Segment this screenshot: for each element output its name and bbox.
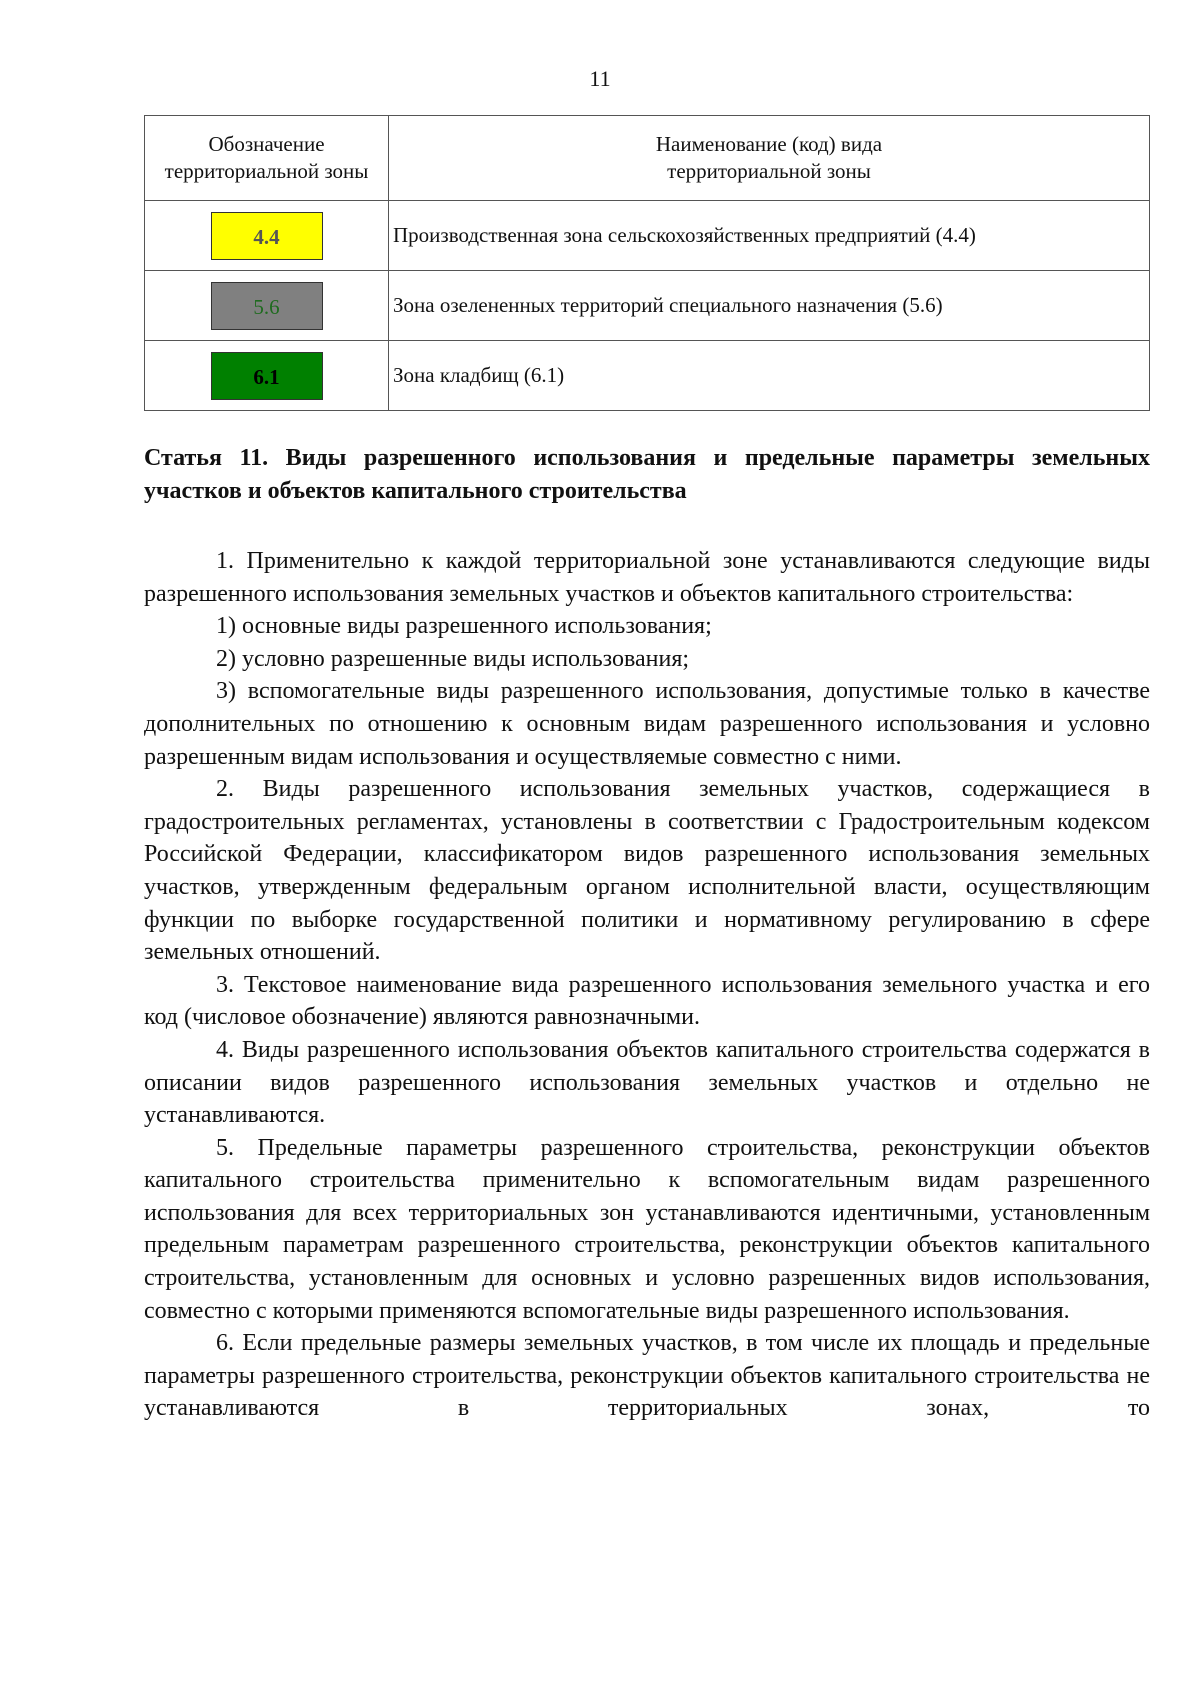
- paragraph: 6. Если предельные размеры земельных участков, в том числе их площадь и предельные параметры разрешенного строительства, реконструкции объектов капитального строительства не устанавливаются в территориальных зонах, то: [144, 1330, 1150, 1422]
- table-header-row: [145, 116, 1150, 201]
- paragraph: 3) вспомогательные виды разрешенного использования, допустимые только в качестве дополнительных по отношению к основным видам разрешенного использования и условно разрешенным видам использования и осуществляемые совместно с ними.: [144, 678, 1150, 770]
- zone-swatch-6-1: 6.1: [211, 352, 323, 400]
- zone-name: Производственная зона сельскохозяйственных предприятий (4.4): [389, 201, 1150, 271]
- page-number: 11: [589, 66, 611, 91]
- zone-swatch-cell: [145, 271, 389, 341]
- paragraph: 1. Применительно к каждой территориальной зоне устанавливаются следующие виды разрешенного использования земельных участков и объектов капитального строительства:: [144, 548, 1150, 607]
- zone-swatch-cell: [145, 201, 389, 271]
- zones-table: [144, 115, 1150, 411]
- article-body: [144, 545, 1150, 1425]
- paragraph: 2. Виды разрешенного использования земельных участков, содержащиеся в градостроительных регламентах, установлены в соответствии с Градостроительным кодексом Российской Федерации, классификатором видов разрешенного использования земельных участков, утвержденным федеральным органом исполнительной власти, осуществляющим функции по выборке государственной политики и нормативному регулированию в сфере земельных отношений.: [144, 776, 1150, 966]
- article-title: Статья 11. Виды разрешенного использования и предельные параметры земельных участков и объектов капитального строительства: [144, 445, 1150, 504]
- table-row: [145, 341, 1150, 411]
- paragraph: 5. Предельные параметры разрешенного строительства, реконструкции объектов капитального строительства применительно к вспомогательным видам разрешенного использования для всех территориальных зон устанавливаются идентичными, установленным предельным параметрам разрешенного строительства, реконструкции объектов капитального строительства, установленным для основных и условно разрешенных видов использования, совместно с которыми применяются вспомогательные виды разрешенного использования.: [144, 1134, 1150, 1324]
- header-zone-name: [389, 116, 1150, 201]
- paragraph: 4. Виды разрешенного использования объектов капитального строительства содержатся в описании видов разрешенного использования земельных участков и отдельно не устанавливаются.: [144, 1036, 1150, 1129]
- zone-name: Зона кладбищ (6.1): [389, 341, 1150, 411]
- paragraph: 2) условно разрешенные виды использования;: [216, 645, 690, 672]
- zone-swatch-cell: [145, 341, 389, 411]
- paragraph: 3. Текстовое наименование вида разрешенного использования земельного участка и его код (числовое обозначение) являются равнозначными.: [144, 971, 1150, 1031]
- zone-swatch-5-6: 5.6: [211, 282, 323, 330]
- table-row: [145, 201, 1150, 271]
- paragraph: 1) основные виды разрешенного использования;: [216, 613, 712, 640]
- header-designation: Обозначение территориальной зоны: [145, 116, 389, 201]
- header-zone-name-text: Наименование (код) вида территориальной зоны: [655, 132, 883, 183]
- table-row: [145, 271, 1150, 341]
- zone-swatch-4-4: 4.4: [211, 212, 323, 260]
- zone-name: Зона озелененных территорий специального назначения (5.6): [389, 271, 1150, 341]
